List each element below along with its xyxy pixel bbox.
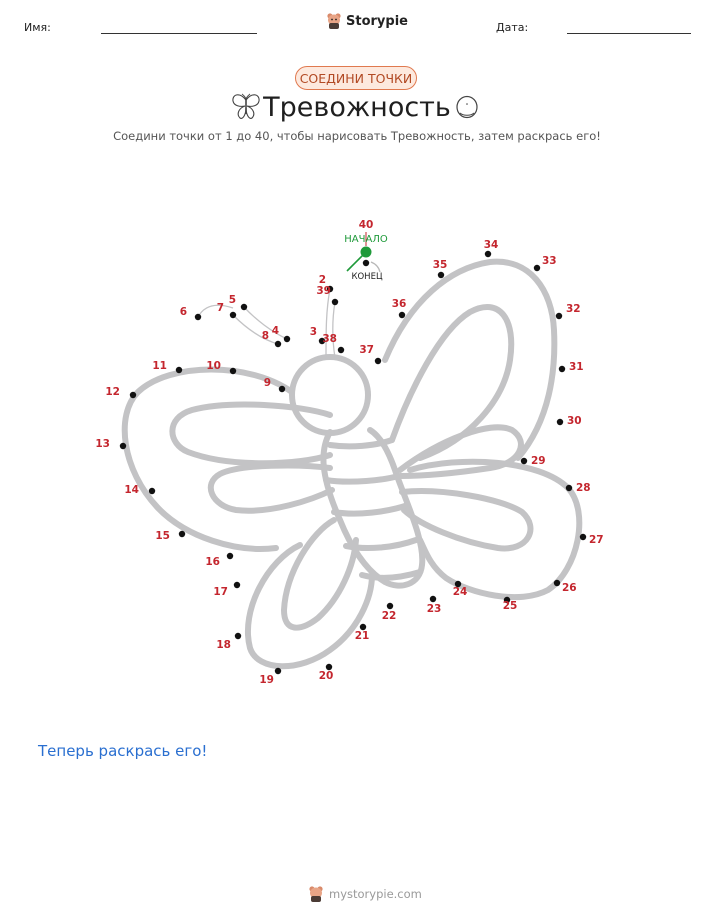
dot-29 — [521, 458, 527, 464]
dot-number-34: 34 — [483, 239, 499, 251]
dot-number-22: 22 — [381, 610, 397, 622]
dot-number-23: 23 — [426, 603, 442, 615]
dot-15 — [179, 531, 185, 537]
color-it-prompt: Теперь раскрась его! — [38, 742, 208, 760]
dot-4 — [284, 336, 290, 342]
dot-23 — [430, 596, 436, 602]
activity-badge: СОЕДИНИ ТОЧКИ — [295, 66, 417, 90]
dot-number-19: 19 — [259, 674, 274, 686]
end-label: КОНЕЦ — [351, 272, 383, 282]
dot-40-start — [361, 247, 372, 258]
dot-number-29: 29 — [531, 455, 546, 467]
dot-number-36: 36 — [391, 298, 407, 310]
dot-number-4: 4 — [271, 325, 279, 337]
dot-number-17: 17 — [213, 586, 228, 598]
dot-12 — [130, 392, 136, 398]
dot-number-31: 31 — [569, 361, 584, 373]
dot-number-9: 9 — [263, 377, 271, 389]
dot-30 — [557, 419, 563, 425]
dot-1 — [363, 260, 369, 266]
dot-number-39: 39 — [316, 285, 331, 297]
dot-number-35: 35 — [432, 259, 448, 271]
date-label: Дата: — [496, 21, 529, 34]
dot-number-13: 13 — [95, 438, 110, 450]
dot-number-32: 32 — [566, 303, 581, 315]
dot-number-37: 37 — [359, 344, 374, 356]
dot-number-8: 8 — [261, 330, 269, 342]
dot-number-18: 18 — [216, 639, 231, 651]
dot-16 — [227, 553, 233, 559]
dot-number-15: 15 — [155, 530, 170, 542]
dot-number-20: 20 — [318, 670, 334, 682]
dot-14 — [149, 488, 155, 494]
dot-5 — [241, 304, 247, 310]
dot-38 — [338, 347, 344, 353]
dot-37 — [375, 358, 381, 364]
dot-number-16: 16 — [205, 556, 220, 568]
dot-6 — [195, 314, 201, 320]
dot-17 — [234, 582, 240, 588]
dot-18 — [235, 633, 241, 639]
dot-number-11: 11 — [152, 360, 167, 372]
dot-35 — [438, 272, 444, 278]
antenna-guides — [198, 289, 335, 360]
instructions: Соедини точки от 1 до 40, чтобы нарисовать Тревожность, затем раскрась его! — [113, 129, 601, 143]
dot-number-5: 5 — [228, 294, 236, 306]
dot-number-12: 12 — [105, 386, 120, 398]
dot-number-6: 6 — [179, 306, 187, 318]
dot-number-28: 28 — [576, 482, 591, 494]
bear-icon — [308, 885, 324, 903]
dot-number-33: 33 — [542, 255, 557, 267]
dot-26 — [554, 580, 560, 586]
dot-10 — [230, 368, 236, 374]
dot-31 — [559, 366, 565, 372]
dot-39 — [332, 299, 338, 305]
dot-33 — [534, 265, 540, 271]
dot-32 — [556, 313, 562, 319]
dot-34 — [485, 251, 491, 257]
dot-19 — [275, 668, 281, 674]
brand-name: Storypie — [346, 13, 408, 29]
dot-9 — [279, 386, 285, 392]
dot-number-21: 21 — [354, 630, 370, 642]
dot-8 — [275, 341, 281, 347]
dot-number-3: 3 — [309, 326, 317, 338]
dot-number-7: 7 — [216, 302, 224, 314]
dot-36 — [399, 312, 405, 318]
dot-number-38: 38 — [322, 333, 337, 345]
page-title: Тревожность — [263, 92, 451, 123]
dot-27 — [580, 534, 586, 540]
dot-number-25: 25 — [502, 600, 518, 612]
dot-number-24: 24 — [452, 586, 468, 598]
dot-number-40: 40 — [358, 219, 374, 231]
start-label: НАЧАЛО — [344, 234, 388, 245]
dot-number-10: 10 — [206, 360, 221, 372]
dot-22 — [387, 603, 393, 609]
dot-number-26: 26 — [562, 582, 577, 594]
dot-28 — [566, 485, 572, 491]
dot-11 — [176, 367, 182, 373]
dot-number-27: 27 — [589, 534, 604, 546]
dot-number-2: 2 — [318, 274, 326, 286]
name-label: Имя: — [24, 21, 51, 34]
footer — [308, 885, 422, 903]
dot-number-30: 30 — [567, 415, 582, 427]
dots-layer — [95, 219, 603, 686]
footer-url[interactable]: mystorypie.com — [329, 887, 422, 901]
dot-7 — [230, 312, 236, 318]
dot-number-14: 14 — [124, 484, 139, 496]
dot-13 — [120, 443, 126, 449]
